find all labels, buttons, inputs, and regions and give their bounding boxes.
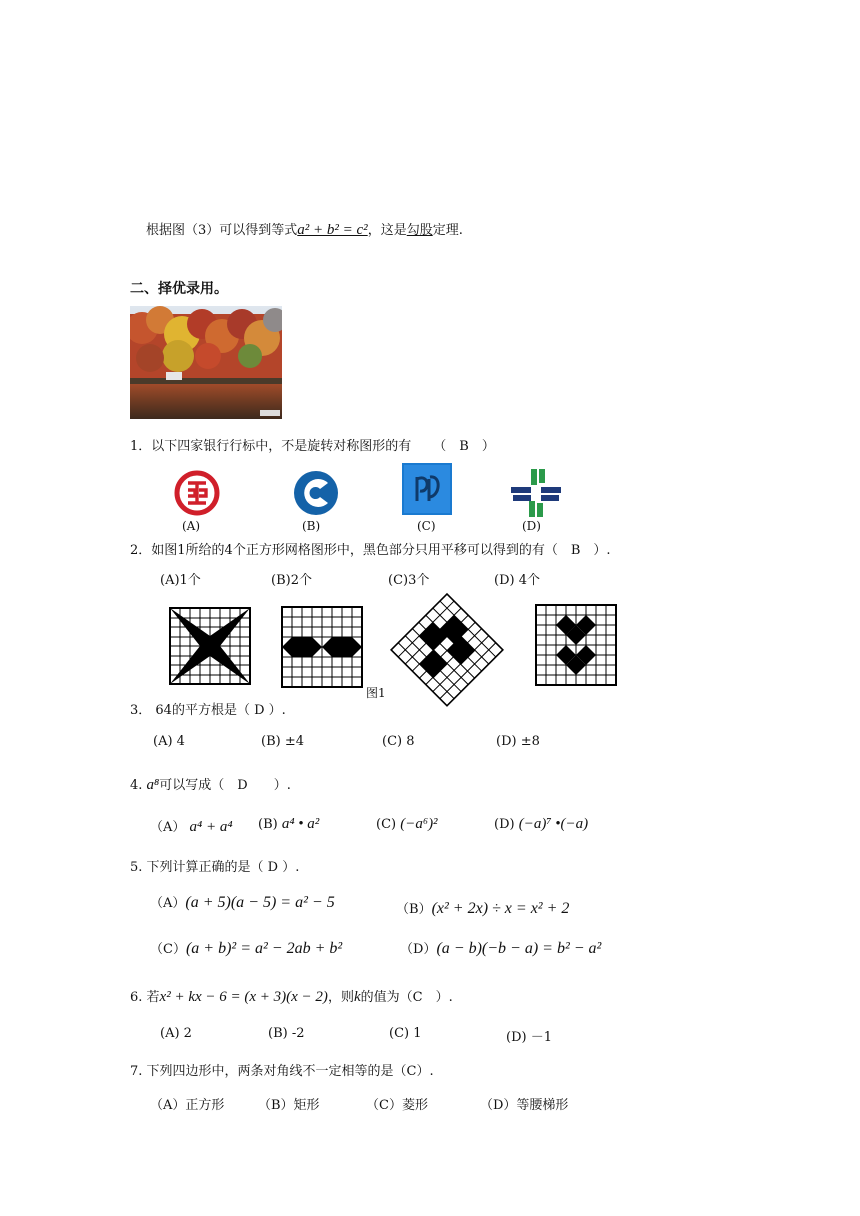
intro-prefix: 根据图（3）可以得到等式 <box>146 223 298 238</box>
grid-figure-3 <box>389 592 505 708</box>
q4-option-c: (C) (−a⁶)² <box>376 816 438 832</box>
q6-option-a: (A) 2 <box>160 1026 192 1041</box>
bank-logo-a-icon <box>173 469 221 517</box>
grid-figure-4 <box>535 604 617 686</box>
q4-stem <box>130 774 291 794</box>
q6-option-b: (B) -2 <box>268 1026 305 1041</box>
q7-option-d: （D）等腰梯形 <box>480 1098 569 1113</box>
q1-stem-text: 1．以下四家银行行标中，不是旋转对称图形的有 <box>130 439 412 454</box>
intro-term: 勾股 <box>406 223 433 238</box>
intro-mid: ，这是 <box>367 223 407 238</box>
q6-expression: x² + kx − 6 = (x + 3)(x − 2) <box>159 989 328 1005</box>
autumn-forest-photo <box>130 306 282 419</box>
q1-answer: （ B ） <box>433 439 495 454</box>
q2-option-a: (A)1个 <box>160 573 201 588</box>
q7-option-b: （B）矩形 <box>258 1098 320 1113</box>
q7-option-a: （A）正方形 <box>150 1098 225 1113</box>
q3-option-a: (A) 4 <box>153 734 185 749</box>
logo-label-b: (B) <box>302 519 321 533</box>
q2-option-c: (C)3个 <box>388 573 430 588</box>
section-title: 二、择优录用。 <box>130 281 228 297</box>
q4-option-d: (D) (−a)⁷ •(−a) <box>494 816 589 832</box>
q6-option-c: (C) 1 <box>389 1026 422 1041</box>
q3-option-d: (D) ±8 <box>496 734 540 749</box>
q6-option-d: (D) －1 <box>506 1030 552 1045</box>
bank-logo-b-icon <box>292 469 340 517</box>
q2-option-b: (B)2个 <box>271 573 312 588</box>
q4-option-b: (B) a⁴ • a² <box>258 816 320 832</box>
bank-logo-c-icon <box>402 463 452 515</box>
q5-option-a: （A）(a + 5)(a − 5) = a² − 5 <box>150 894 335 911</box>
q4-stem-rest: 可以写成（ D ）. <box>159 778 291 793</box>
pythagorean-formula: a² + b² = c² <box>297 222 368 238</box>
grid-figure-2 <box>281 606 363 688</box>
intro-suffix: 定理. <box>432 223 463 238</box>
bank-logo-d-icon <box>509 467 563 519</box>
q5-stem: 5. 下列计算正确的是（ D ）. <box>130 860 300 875</box>
q5-option-d: （D）(a − b)(−b − a) = b² − a² <box>400 940 602 957</box>
q7-stem: 7. 下列四边形中，两条对角线不一定相等的是（C）. <box>130 1064 434 1079</box>
figure-1-label: 图1 <box>366 686 386 700</box>
q3-stem: 3． 64的平方根是（ D ）. <box>130 703 286 718</box>
q4-expression: a⁸ <box>146 777 160 793</box>
q3-option-c: (C) 8 <box>382 734 415 749</box>
q2-option-d: (D) 4个 <box>494 573 540 588</box>
q5-option-b: （B）(x² + 2x) ÷ x = x² + 2 <box>396 900 570 917</box>
q5-option-c: （C）(a + b)² = a² − 2ab + b² <box>150 940 343 957</box>
q6-stem: 6. 若x² + kx − 6 = (x + 3)(x − 2)，则k的值为（C ）. <box>130 989 453 1005</box>
grid-figure-1 <box>168 606 252 686</box>
q1-stem <box>130 435 495 454</box>
logo-label-a: (A) <box>182 519 201 533</box>
intro-line <box>146 219 463 239</box>
q4-number: 4. <box>130 778 143 793</box>
q2-stem: 2．如图1所给的4个正方形网格图形中，黑色部分只用平移可以得到的有（ B ）. <box>130 543 611 558</box>
q7-option-c: （C）菱形 <box>366 1098 428 1113</box>
q3-option-b: (B) ±4 <box>261 734 304 749</box>
logo-label-d: (D) <box>522 519 541 533</box>
logo-label-c: (C) <box>417 519 436 533</box>
q4-option-a: （A） a⁴ + a⁴ <box>150 819 233 835</box>
